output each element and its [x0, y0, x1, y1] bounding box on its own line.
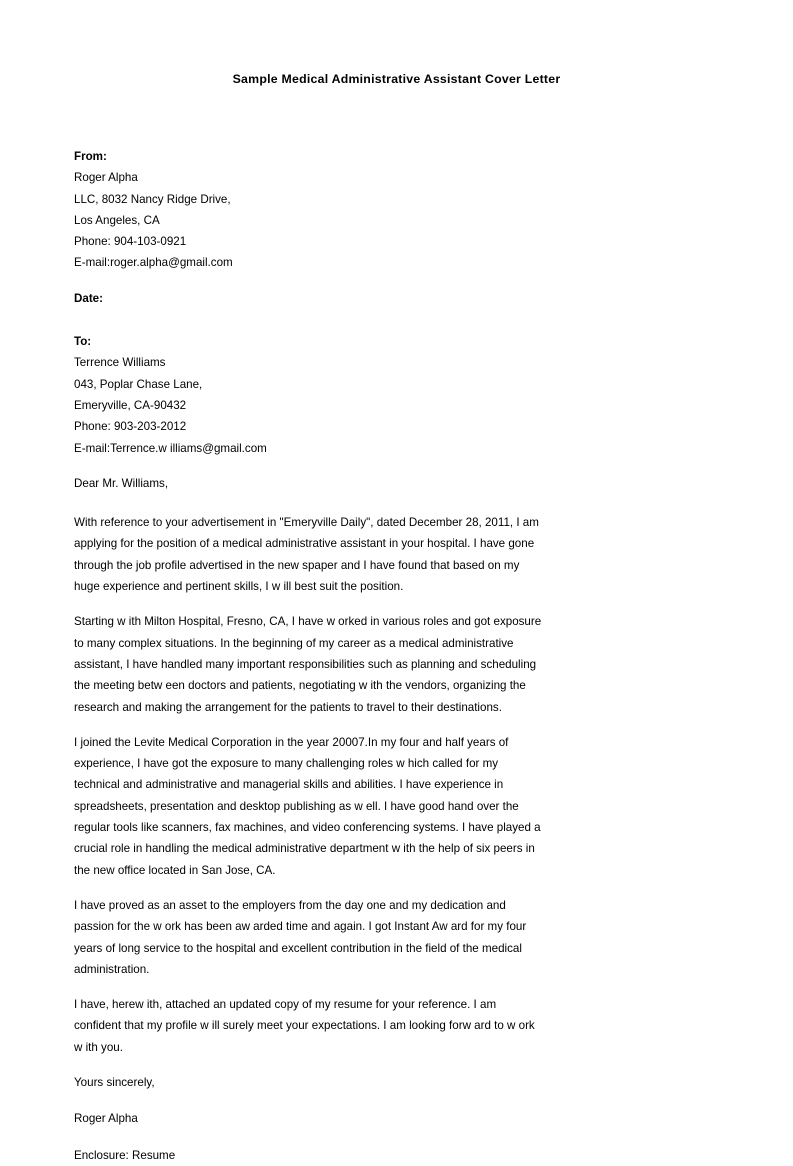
from-city: Los Angeles, CA [74, 213, 160, 227]
body-paragraph-2: Starting w ith Milton Hospital, Fresno, CA, I have w orked in various roles and got exposure to many complex situations. In the beginning of my career as a medical administrative assistant, I have handled many important responsibilities such as planning and scheduling the meeting betw een doctors and patients, negotiating w ith the vendors, organizing the research and making the arrangement for the patients to travel to their destinations. [74, 615, 542, 714]
from-street: LLC, 8032 Nancy Ridge Drive, [74, 192, 231, 206]
to-block [74, 331, 544, 459]
body-paragraph-5: I have, herew ith, attached an updated copy of my resume for your reference. I am confident that my profile w ill surely meet your expectations. I am looking forw ard to w ork w ith you. [74, 998, 535, 1054]
from-email: E-mail:roger.alpha@gmail.com [74, 256, 233, 270]
from-phone: Phone: 904-103-0921 [74, 235, 187, 249]
from-label: From: [74, 150, 107, 163]
body-paragraph-3: I joined the Levite Medical Corporation in the year 20007.In my four and half years of experience, I have got the exposure to many challenging roles w hich called for my technical and administrative and managerial skills and abilities. I have experience in spreadsheets, presentation and desktop publishing as w ell. I have good hand over the regular tools like scanners, fax machines, and video conferencing systems. I have played a crucial role in handling the medical administrative department w ith the help of six peers in the new office located in San Jose, CA. [74, 735, 541, 877]
closing-block [74, 1072, 544, 1166]
to-label: To: [74, 335, 92, 349]
date-label: Date: [74, 291, 103, 305]
to-name: Terrence Williams [74, 356, 166, 370]
salutation: Dear Mr. Williams, [74, 476, 169, 490]
to-street: 043, Poplar Chase Lane, [74, 377, 203, 391]
from-name: Roger Alpha [74, 171, 138, 185]
letter-body [74, 146, 544, 1166]
from-block [74, 146, 544, 274]
to-email: E-mail:Terrence.w illiams@gmail.com [74, 441, 267, 455]
page-title: Sample Medical Administrative Assistant Cover Letter [232, 72, 561, 86]
sign-off: Yours sincerely, [74, 1075, 155, 1089]
body-paragraph-1: With reference to your advertisement in "Emeryville Daily", dated December 28, 2011, I am applying for the position of a medical administrative assistant in your hospital. I have gone through the job profile advertised in the new spaper and I have found that based on my huge experience and pertinent skills, I w ill best suit the position. [74, 516, 539, 594]
to-phone: Phone: 903-203-2012 [74, 420, 187, 434]
date-block [74, 288, 544, 309]
body-paragraph-4: I have proved as an asset to the employers from the day one and my dedication and passion for the w ork has been aw arded time and again. I got Instant Aw ard for my four years of long service to the hospital and excellent contribution in the field of the medical administration. [74, 898, 527, 976]
to-city: Emeryville, CA-90432 [74, 398, 187, 412]
enclosure-line: Enclosure: Resume [74, 1148, 176, 1162]
sender-name: Roger Alpha [74, 1112, 138, 1126]
